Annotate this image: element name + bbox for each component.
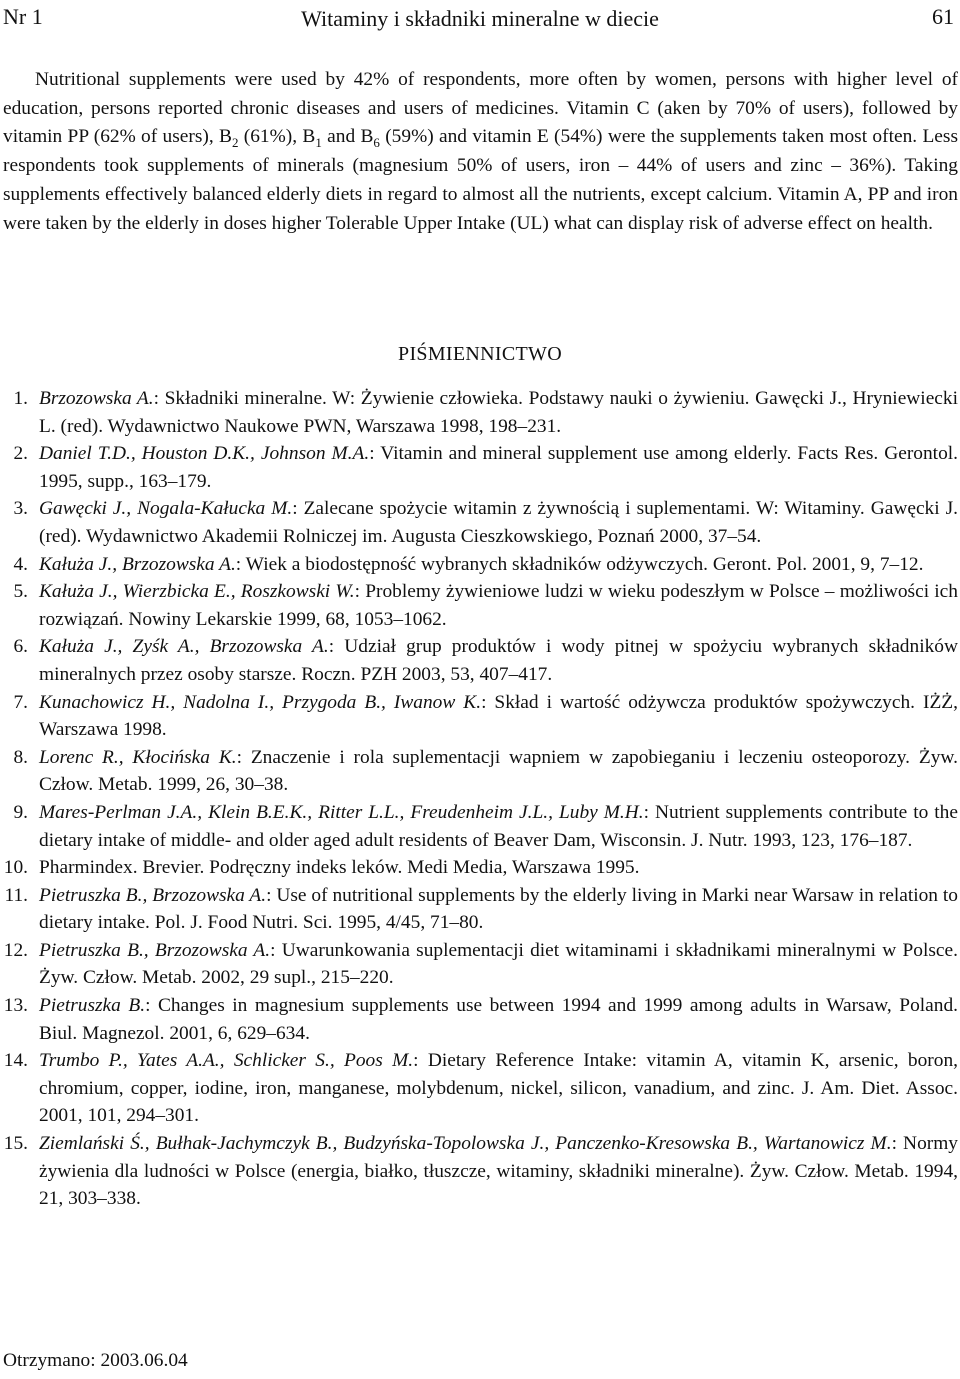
page-header — [0, 0, 960, 40]
summary-text-3: and B — [321, 126, 374, 148]
running-title: Witaminy i składniki mineralne w diecie — [301, 6, 659, 31]
reference-item — [0, 689, 958, 744]
reference-authors: Pietruszka B., Brzozowska A. — [39, 884, 267, 906]
reference-item — [0, 992, 958, 1047]
issue-number: Nr 1 — [3, 4, 43, 29]
reference-item — [0, 385, 958, 440]
reference-authors: Kałuża J., Zyśk A., Brzozowska A. — [39, 636, 329, 658]
reference-item — [0, 440, 958, 495]
summary-text-4: (59%) and vitamin E (54%) were the supplements taken most often. Less respondents took supplements of minerals (magnesium 50% of users, iron – 44% of users and zinc – 36%). Taking supplements effectively balanced elderly diets in regard to almost all the nutrients, except calcium. Vitamin A, PP and iron were taken by the elderly in doses higher Tolerable Upper Intake (UL) what can display risk of adverse effect on health. — [3, 126, 958, 234]
reference-text: Pharmindex. Brevier. Podręczny indeks leków. Medi Media, Warszawa 1995. — [39, 857, 640, 879]
reference-authors: Daniel T.D., Houston D.K., Johnson M.A. — [39, 443, 370, 465]
subscript: 1 — [315, 135, 322, 151]
reference-list — [0, 385, 958, 1213]
reference-number: 5. — [13, 581, 28, 603]
reference-number: 7. — [13, 691, 28, 713]
reference-text: : Changes in magnesium supplements use between 1994 and 1999 among adults in Warsaw, Poland. Biul. Magnezol. 2001, 6, 629–634. — [39, 995, 958, 1044]
reference-number: 2. — [13, 443, 28, 465]
reference-authors: Lorenc R., Kłocińska K. — [39, 746, 237, 768]
reference-authors: Gawęcki J., Nogala-Kałucka M. — [39, 498, 293, 520]
reference-number: 15. — [3, 1133, 28, 1155]
subscript: 2 — [231, 135, 239, 151]
reference-item — [0, 1130, 958, 1213]
reference-authors: Brzozowska A. — [39, 388, 154, 409]
reference-item — [0, 551, 958, 579]
subscript: 6 — [373, 135, 380, 151]
summary-text-1: Nutritional supplements were used by 42% of respondents, more often by women, persons with higher level of education, persons reported chronic diseases and users of medicines. Vitamin C (aken by 70% of users), followed by vitamin PP (62% of users), B — [3, 69, 958, 148]
reference-text: : Nutrient supplements contribute to the dietary intake of middle- and older aged adult residents of Beaver Dam, Wisconsin. J. Nutr. 1993, 123, 176–187. — [39, 801, 958, 851]
reference-number: 1. — [13, 388, 28, 409]
reference-number: 6. — [13, 636, 28, 658]
reference-text: : Składniki mineralne. W: Żywienie człowieka. Podstawy nauki o żywieniu. Gawęcki J., Hryniewiecki L. (red). Wydawnictwo Naukowe PWN, Warszawa 1998, 198–231. — [39, 388, 958, 437]
reference-authors: Pietruszka B., Brzozowska A. — [39, 939, 271, 961]
reference-text: : Normy żywienia dla ludności w Polsce (energia, białko, tłuszcze, witaminy, składniki mineralne). Żyw. Człow. Metab. 1994, 21, 303–338. — [39, 1133, 958, 1210]
reference-authors: Kunachowicz H., Nadolna I., Przygoda B., Iwanow K. — [39, 691, 482, 713]
reference-number: 11. — [4, 884, 28, 906]
reference-text: : Dietary Reference Intake: vitamin A, vitamin K, arsenic, boron, chromium, copper, iodine, iron, manganese, molybdenum, nickel, silicon, vanadium, and zinc. J. Am. Diet. Assoc. 2001, 101, 294–301. — [39, 1050, 958, 1127]
reference-authors: Pietruszka B. — [39, 995, 146, 1017]
reference-authors: Kałuża J., Brzozowska A. — [39, 553, 236, 575]
reference-item — [0, 495, 958, 550]
reference-item — [0, 1047, 958, 1130]
reference-number: 3. — [13, 498, 28, 520]
reference-item — [0, 882, 958, 937]
reference-authors: Trumbo P., Yates A.A., Schlicker S., Poos M. — [39, 1050, 414, 1072]
reference-item — [0, 578, 958, 633]
reference-item — [0, 937, 958, 992]
reference-text: : Skład i wartość odżywcza produktów spożywczych. IŻŻ, Warszawa 1998. — [39, 691, 958, 741]
summary-paragraph — [3, 66, 958, 238]
reference-number: 10. — [3, 857, 28, 879]
received-date: Otrzymano: 2003.06.04 — [3, 1350, 188, 1371]
reference-authors: Ziemlański Ś., Bułhak-Jachymczyk B., Budzyńska-Topolowska J., Panczenko-Kresowska B., Wartanowicz M. — [39, 1133, 892, 1155]
reference-text: : Vitamin and mineral supplement use among elderly. Facts Res. Gerontol. 1995, supp., 163–179. — [39, 443, 958, 492]
reference-number: 14. — [3, 1050, 28, 1072]
reference-authors: Mares-Perlman J.A., Klein B.E.K., Ritter L.L., Freudenheim J.L., Luby M.H. — [39, 801, 644, 823]
reference-item — [0, 854, 958, 882]
references-heading: PIŚMIENNICTWO — [398, 343, 562, 365]
reference-number: 4. — [13, 553, 28, 575]
reference-text: : Problemy żywieniowe ludzi w wieku podeszłym w Polsce – możliwości ich rozwiązań. Nowiny Lekarskie 1999, 68, 1053–1062. — [39, 581, 958, 630]
reference-text: : Use of nutritional supplements by the elderly living in Marki near Warsaw in relation to dietary intake. Pol. J. Food Nutri. Sci. 1995, 4/45, 71–80. — [39, 884, 958, 934]
reference-item — [0, 744, 958, 799]
reference-number: 13. — [3, 995, 28, 1017]
reference-text: : Zalecane spożycie witamin z żywnością i suplementami. W: Witaminy. Gawęcki J. (red). Wydawnictwo Akademii Rolniczej im. Augusta Cieszkowskiego, Poznań 2000, 37–54. — [39, 498, 958, 547]
reference-text: : Znaczenie i rola suplementacji wapniem w zapobieganiu i leczeniu osteoporozy. Żyw. Człow. Metab. 1999, 26, 30–38. — [39, 746, 958, 796]
reference-text: : Uwarunkowania suplementacji diet witaminami i składnikami mineralnymi w Polsce. Żyw. Człow. Metab. 2002, 29 supl., 215–220. — [39, 939, 958, 989]
reference-text: : Wiek a biodostępność wybranych składników odżywczych. Geront. Pol. 2001, 9, 7–12. — [235, 553, 924, 575]
page-number: 61 — [932, 4, 954, 29]
reference-number: 12. — [3, 939, 28, 961]
reference-item — [0, 799, 958, 854]
reference-authors: Kałuża J., Wierzbicka E., Roszkowski W. — [39, 581, 355, 603]
reference-number: 9. — [13, 801, 28, 823]
reference-item — [0, 633, 958, 688]
summary-text-2: (61%), B — [238, 126, 316, 148]
reference-text: : Udział grup produktów i wody pitnej w spożyciu wybranych składników mineralnych przez osoby starsze. Roczn. PZH 2003, 53, 407–417. — [39, 636, 958, 685]
reference-number: 8. — [13, 746, 28, 768]
